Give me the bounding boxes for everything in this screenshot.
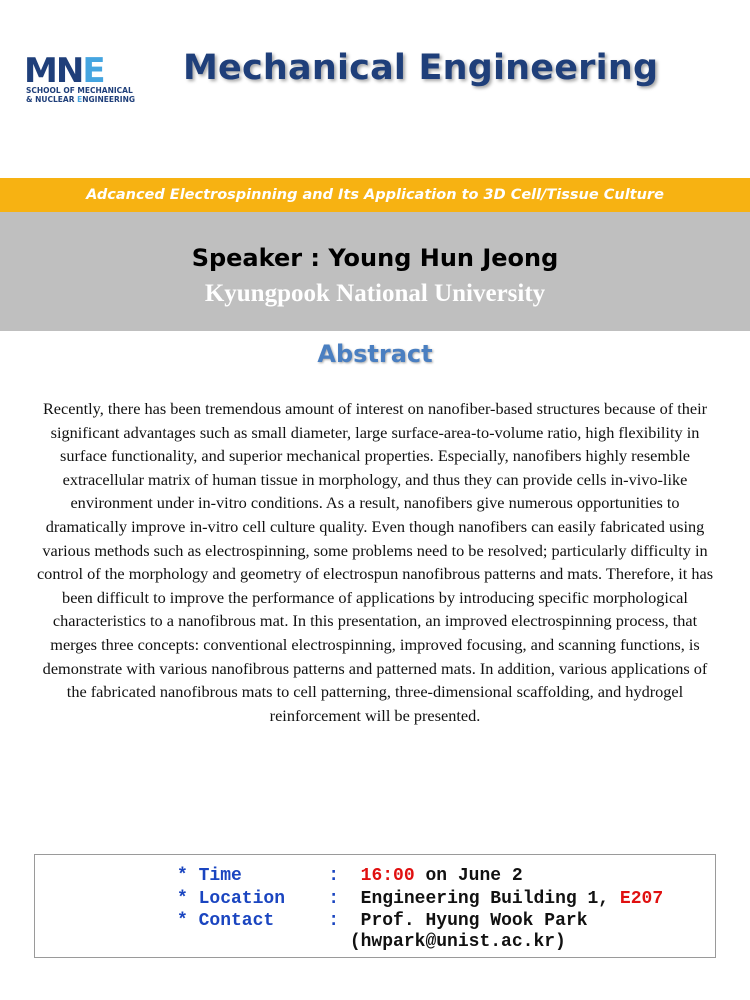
talk-title-banner: [0, 178, 750, 212]
time-label: * Time: [177, 866, 242, 886]
time-row: [177, 865, 523, 887]
logo-letter-m: M: [24, 51, 56, 91]
logo-line2-suffix: NGINEERING: [82, 95, 135, 104]
speaker-name: Speaker : Young Hun Jeong: [191, 244, 559, 272]
time-separator: :: [328, 866, 340, 886]
department-title: Mechanical Engineering: [183, 48, 659, 88]
logo-line1: SCHOOL OF MECHANICAL: [26, 86, 133, 95]
contact-row: [177, 910, 588, 932]
logo-line2-highlight: E: [77, 95, 83, 104]
contact-label: * Contact: [177, 911, 275, 931]
logo-letter-e: E: [82, 51, 104, 91]
location-separator: :: [328, 889, 340, 909]
location-value: Engineering Building 1,: [360, 889, 620, 909]
abstract-heading: Abstract: [317, 340, 433, 368]
contact-email: (hwpark@unist.ac.kr): [349, 932, 566, 952]
contact-name: Prof. Hyung Wook Park: [360, 911, 588, 931]
school-logo: [24, 51, 142, 106]
contact-email-row: [177, 931, 566, 953]
logo-letter-n: N: [55, 51, 83, 91]
talk-title: Adcanced Electrospinning and Its Application to 3D Cell/Tissue Culture: [86, 187, 664, 203]
speaker-band: [0, 212, 750, 331]
location-label: * Location: [177, 889, 286, 909]
logo-letters: [24, 51, 104, 91]
location-room: E207: [619, 889, 664, 909]
speaker-affiliation: Kyungpook National University: [204, 280, 546, 307]
time-date: on June 2: [414, 866, 523, 886]
logo-subtitle: [26, 86, 135, 104]
logo-line2-prefix: & NUCLEAR: [26, 95, 78, 104]
abstract-text: Recently, there has been tremendous amount of interest on nanofiber-based structures because of their significant advantages such as small diameter, large surface-area-to-volume ratio, high flexibility in surface functionality, and superior mechanical properties. Especially, nanofibers highly resemble extracellular matrix of human tissue in morphology, and thus they can provide cells in-vivo-like environment under in-vitro conditions. As a result, nanofibers give numerous opportunities to dramatically improve in-vitro cell culture quality. Even though nanofibers can easily fabricated using various methods such as electrospinning, some problems need to be resolved; particularly difficulty in control of the morphology and geometry of electrospun nanofibrous patterns and mats. Therefore, it has been difficult to improve the performance of applications by introducing specific morphological characteristics to a nanofibrous mat. In this presentation, an improved electrospinning process, that merges three concepts: conventional electrospinning, improved focusing, and scanning functions, is demonstrate with various nanofibrous patterns and patterned mats. In addition, various applications of the fabricated nanofibrous mats to cell patterning, three-dimensional scaffolding, and hydrogel reinforcement will be presented.: [36, 399, 714, 725]
time-value: 16:00: [360, 866, 415, 886]
contact-separator: :: [328, 911, 340, 931]
event-info-box: [34, 854, 716, 958]
location-row: [177, 888, 663, 910]
